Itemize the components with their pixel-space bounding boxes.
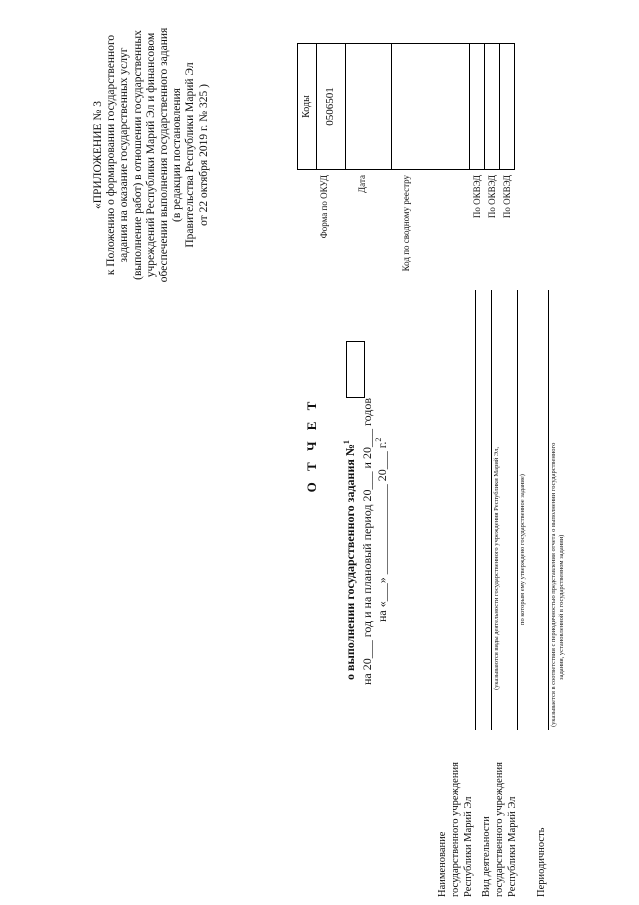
codes-area xyxy=(297,45,537,272)
annex-line: учреждений Республики Марий Эл и финансовом xyxy=(144,32,157,278)
row-label-okved: По ОКВЭД xyxy=(472,175,482,219)
annex-line: от 22 октября 2019 г. № 325 ) xyxy=(197,84,210,226)
institution-name-label xyxy=(436,762,475,897)
subtitle-text: о выполнении государственного задания № xyxy=(343,444,357,680)
row-label-date: Дата xyxy=(357,175,367,193)
row-label-registry: Код по сводному реестру xyxy=(401,175,411,272)
annex-line: к Положению о формировании государственного xyxy=(105,34,118,276)
report-title: О Т Ч Е Т xyxy=(304,397,319,493)
activity-label xyxy=(480,762,519,897)
row-label-okved: По ОКВЭД xyxy=(502,175,512,219)
date-line xyxy=(374,438,390,622)
okved-code-cell[interactable] xyxy=(484,43,500,170)
activity-line-2[interactable] xyxy=(517,290,518,730)
annex-line: (выполнение работ) в отношении государственных xyxy=(131,30,144,280)
registry-code-cell[interactable] xyxy=(391,43,470,170)
okved-code-cell[interactable] xyxy=(469,43,485,170)
footnote-1: 1 xyxy=(342,440,351,445)
annex-line: обеспечении выполнения государственного задания xyxy=(158,27,171,283)
annex-line: «ПРИЛОЖЕНИЕ № 3 xyxy=(92,101,104,210)
date-text: на «___» _______________ 20___ г. xyxy=(375,441,389,622)
label-line: государственного учреждения xyxy=(494,762,505,897)
label-line: Вид деятельности xyxy=(481,816,492,897)
periodicity-hint-2: задания, установленной в государственном задании) xyxy=(558,534,565,680)
annex-line: (в редакции постановления xyxy=(171,88,184,222)
row-label-okved: По ОКВЭД xyxy=(487,175,497,219)
report-subtitle xyxy=(342,440,358,680)
okud-code-cell[interactable]: 0506501 xyxy=(315,43,346,170)
activity-hint: (указываются виды деятельности государственного учреждения Республики Марий Эл, xyxy=(493,447,500,690)
codes-header: Коды xyxy=(297,43,317,170)
institution-name-line[interactable] xyxy=(475,290,476,730)
periodicity-label: Периодичность xyxy=(536,827,547,897)
activity-hint-2: по которым ему утверждено государственное задание) xyxy=(519,474,526,625)
label-line: Республики Марий Эл xyxy=(463,796,474,897)
okved-code-cell[interactable] xyxy=(499,43,515,170)
label-line: Республики Марий Эл xyxy=(507,796,518,897)
annex-line: Правительства Республики Марий Эл xyxy=(184,62,197,248)
footnote-2: 2 xyxy=(374,437,383,442)
periodicity-line[interactable] xyxy=(548,290,549,730)
label-line: Наименование xyxy=(437,831,448,897)
date-code-cell[interactable] xyxy=(345,43,392,170)
row-label-okud: Форма по ОКУД xyxy=(319,175,329,239)
annex-line: задания на оказание государственных услуг xyxy=(118,47,131,263)
period-line: на 20___ год и на плановый период 20___ и 20___ годов xyxy=(360,397,374,685)
annex-block xyxy=(92,5,211,305)
label-line: государственного учреждения xyxy=(450,762,461,897)
periodicity-hint: (указывается в соответствии с периодичностью представления отчета о выполнении государственного xyxy=(550,442,557,727)
task-number-box[interactable] xyxy=(346,341,365,398)
activity-line-1[interactable] xyxy=(491,290,492,730)
